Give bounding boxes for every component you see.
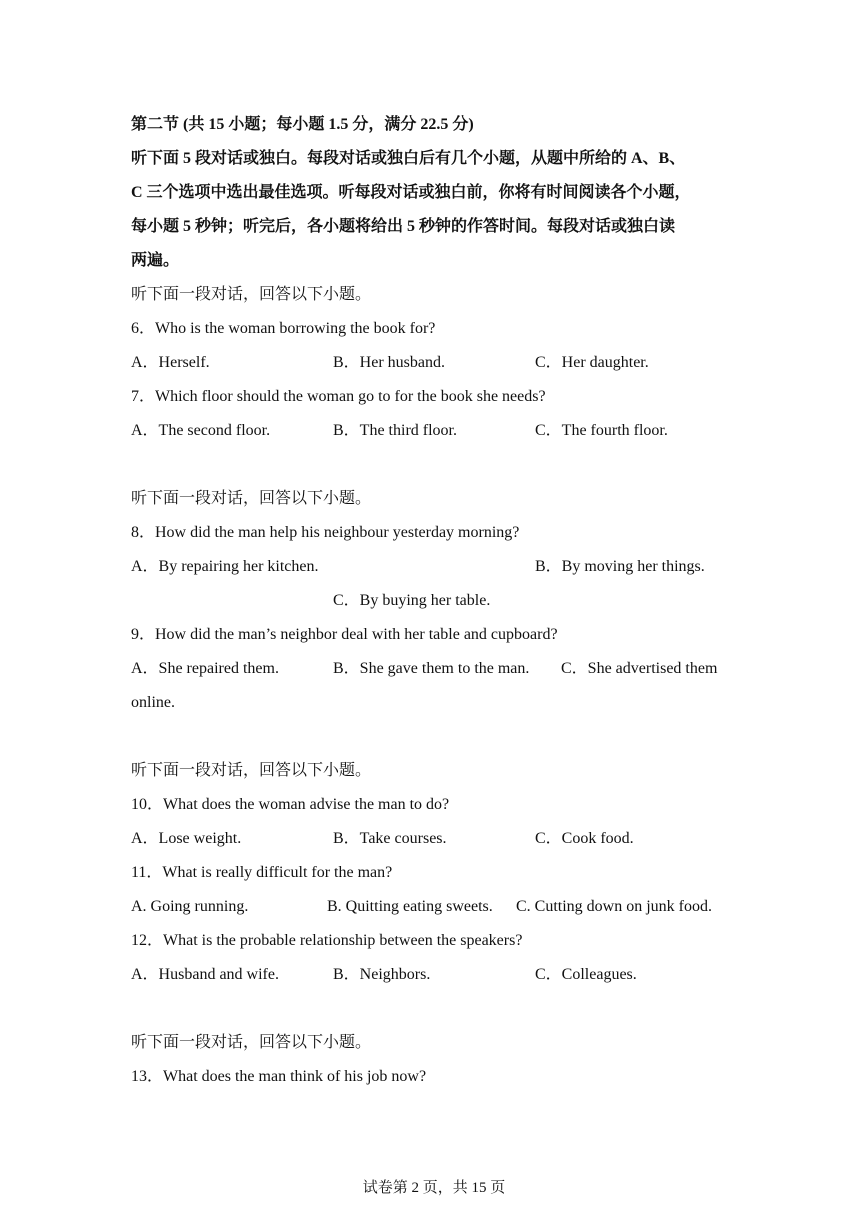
option-12c: C．Colleagues.	[535, 966, 637, 983]
instructions-line-1: 听下面 5 段对话或独白。每段对话或独白后有几个小题，从题中所给的 A、B、	[131, 150, 686, 167]
option-9a: A．She repaired them.	[131, 660, 279, 677]
option-7a: A．The second floor.	[131, 422, 271, 439]
option-7b: B．The third floor.	[333, 422, 457, 439]
option-10a: A．Lose weight.	[131, 830, 242, 847]
option-6c: C．Her daughter.	[535, 354, 649, 371]
question-stem-8: 8．How did the man help his neighbour yesterday morning?	[131, 524, 520, 541]
option-10b: B．Take courses.	[333, 830, 447, 847]
option-10c: C．Cook food.	[535, 830, 634, 847]
option-7c: C．The fourth floor.	[535, 422, 668, 439]
question-stem-6: 6．Who is the woman borrowing the book for?	[131, 320, 436, 337]
option-11b: B. Quitting eating sweets.	[327, 898, 493, 915]
question-stem-10: 10．What does the woman advise the man to do?	[131, 796, 450, 813]
group-intro: 听下面一段对话，回答以下小题。	[131, 762, 372, 779]
option-11a: A. Going running.	[131, 898, 249, 915]
question-stem-9: 9．How did the man’s neighbor deal with her table and cupboard?	[131, 626, 558, 643]
group-intro: 听下面一段对话，回答以下小题。	[131, 490, 372, 507]
page-footer: 试卷第 2 页，共 15 页	[362, 1180, 506, 1196]
question-stem-13: 13．What does the man think of his job now?	[131, 1068, 427, 1085]
option-8c: C．By buying her table.	[333, 592, 491, 609]
option-6b: B．Her husband.	[333, 354, 445, 371]
option-8a: A．By repairing her kitchen.	[131, 558, 319, 575]
instructions-line-2: C 三个选项中选出最佳选项。听每段对话或独白前，你将有时间阅读各个小题，	[131, 184, 691, 201]
question-stem-7: 7．Which floor should the woman go to for the book she needs?	[131, 388, 546, 405]
option-9c-continuation: online.	[131, 694, 175, 711]
instructions-line-3: 每小题 5 秒钟；听完后，各小题将给出 5 秒钟的作答时间。每段对话或独白读	[131, 218, 676, 235]
section-heading: 第二节 (共 15 小题；每小题 1.5 分，满分 22.5 分)	[131, 116, 474, 133]
option-9b: B．She gave them to the man.	[333, 660, 530, 677]
question-stem-12: 12．What is the probable relationship between the speakers?	[131, 932, 523, 949]
group-intro: 听下面一段对话，回答以下小题。	[131, 286, 372, 303]
option-8b: B．By moving her things.	[535, 558, 705, 575]
group-intro: 听下面一段对话，回答以下小题。	[131, 1034, 372, 1051]
option-9c: C．She advertised them	[561, 660, 718, 677]
instructions-line-4: 两遍。	[131, 252, 180, 269]
option-6a: A．Herself.	[131, 354, 210, 371]
option-12a: A．Husband and wife.	[131, 966, 279, 983]
option-12b: B．Neighbors.	[333, 966, 431, 983]
option-11c: C. Cutting down on junk food.	[516, 898, 713, 915]
question-stem-11: 11．What is really difficult for the man?	[131, 864, 393, 881]
